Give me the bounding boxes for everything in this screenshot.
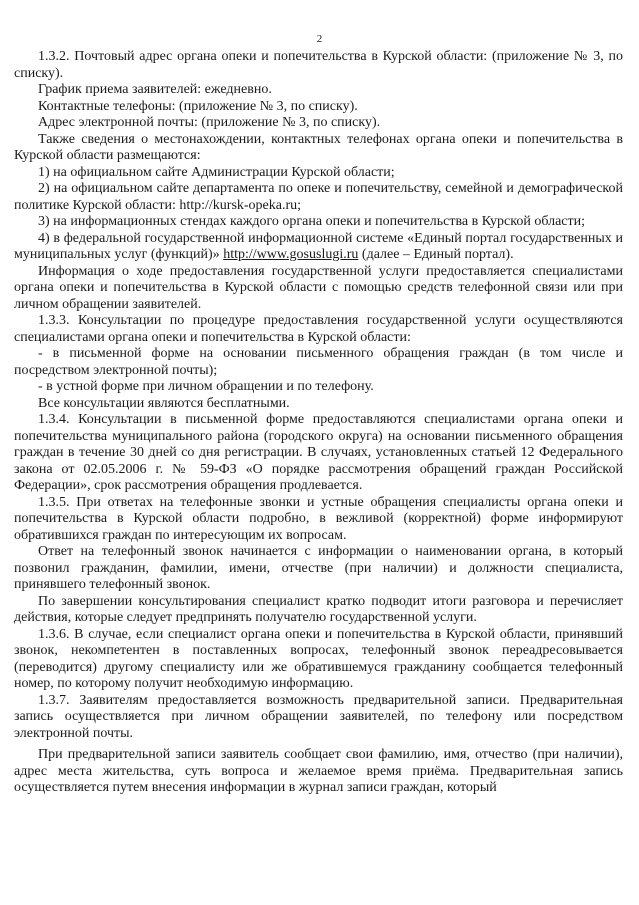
paragraph-phones: Контактные телефоны: (приложение № 3, по списку).	[38, 98, 358, 114]
paragraph-1-3-5: 1.3.5. При ответах на телефонные звонки и устные обращения специалисты органа опеки и попечительства в Курской области подробно, в вежливой (корректной) форме информируют обратившихся граждан по интересующим их вопросам.	[14, 494, 623, 543]
paragraph-1-3-7: 1.3.7. Заявителям предоставляется возможность предварительной записи. Предварительная запись осуществляется при личном обращении заявителей, по телефону или посредством электронной почты.	[14, 692, 623, 741]
gosuslugi-link[interactable]: http://www.gosuslugi.ru	[223, 247, 359, 262]
paragraph-1-3-4: 1.3.4. Консультации в письменной форме предоставляются специалистами органа опеки и попечительства муниципального района (городского округа) на основании письменного обращения граждан в течение 30 дней со дня регистрации. В случаях, установленных статьей 12 Федерального закона от 02.05.2006 г. № 59-ФЗ «О порядке рассмотрения обращений граждан Российской Федерации», срок рассмотрения обращения продлевается.	[14, 412, 623, 493]
paragraph-schedule: График приема заявителей: ежедневно.	[38, 82, 272, 97]
paragraph-1-3-2: 1.3.2. Почтовый адрес органа опеки и попечительства в Курской области: (приложение № 3, по списку).	[14, 49, 623, 81]
paragraph-written-form: - в письменной форме на основании письменного обращения граждан (в том числе и посредством электронной почты);	[14, 346, 623, 378]
paragraph-progress-info: Информация о ходе предоставления государственной услуги предоставляется специалистами органа опеки и попечительства в Курской области с помощью средств телефонной связи или при личном обращении заявителей.	[14, 263, 623, 312]
page-number: 2	[316, 33, 323, 45]
paragraph-placement-intro: Также сведения о местонахождении, контактных телефонах органа опеки и попечительства в Курской области размещаются:	[14, 131, 623, 163]
list-item-2: 2) на официальном сайте департамента по опеке и попечительству, семейной и демографической политике Курской области: http://kursk-opeka.ru;	[14, 181, 623, 213]
paragraph-oral-form: - в устной форме при личном обращении и по телефону.	[38, 379, 374, 394]
list-item-1: 1) на официальном сайте Администрации Курской области;	[38, 164, 395, 180]
list-item-4-text-end: (далее – Единый портал).	[358, 247, 514, 262]
paragraph-free: Все консультации являются бесплатными.	[38, 395, 290, 411]
paragraph-phone-answer: Ответ на телефонный звонок начинается с информации о наименовании органа, в который позвонил гражданин, фамилии, имени, отчестве (при наличии) и должности специалиста, принявшего телефонный звонок.	[14, 544, 623, 592]
paragraph-1-3-6: 1.3.6. В случае, если специалист органа опеки и попечительства в Курской области, принявший звонок, некомпетентен в поставленных вопросах, телефонный звонок переадресовывается (переводится) другому специалисту или же обратившемуся гражданину сообщается телефонный номер, по которому получит необходимую информацию.	[14, 626, 623, 691]
paragraph-email: Адрес электронной почты: (приложение № 3, по списку).	[38, 115, 381, 130]
list-item-4	[14, 231, 623, 264]
list-item-3: 3) на информационных стендах каждого органа опеки и попечительства в Курской области;	[38, 214, 586, 229]
list-item-4-text-start: 4) в федеральной государственной информационной системе «Единый портал государственных и муниципальных услуг (функций)»	[14, 230, 623, 262]
paragraph-summary: По завершении консультирования специалист кратко подводит итоги разговора и перечисляет действия, которые следует предпринять получателю государственной услуги.	[14, 593, 623, 625]
document-body	[14, 49, 623, 797]
paragraph-preregistration: При предварительной записи заявитель сообщает свои фамилию, имя, отчество (при наличии), адрес места жительства, суть вопроса и желаемое время приёма. Предварительная запись осуществляется путем внесения информации в журнал записи граждан, который	[14, 747, 623, 795]
paragraph-1-3-3: 1.3.3. Консультации по процедуре предоставления государственной услуги осуществляются специалистами органа опеки и попечительства в Курской области:	[14, 313, 623, 345]
